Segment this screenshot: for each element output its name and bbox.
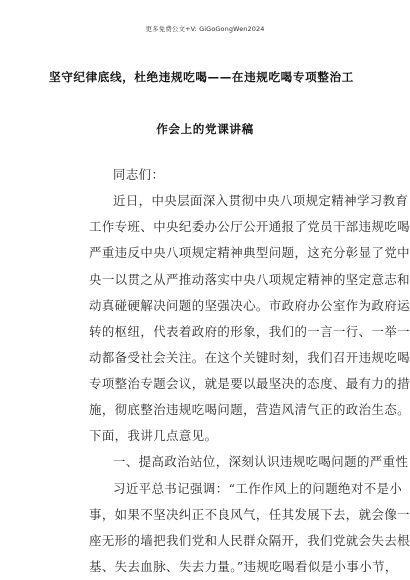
paragraph-line: 动真碰硬解决问题的坚强决心。市政府办公室作为政府运 bbox=[89, 297, 410, 313]
header-note: 更多免费公文+V: GiGoGongWen2024 bbox=[145, 25, 265, 33]
paragraph-line: 近日，中央层面深入贯彻中央八项规定精神学习教育 bbox=[113, 193, 409, 209]
paragraph-line: 座无形的墙把我们党和人民群众隔开，我们党就会失去根 bbox=[89, 532, 410, 548]
paragraph-line: 央一以贯之从严推动落实中央八项规定精神的坚定意志和 bbox=[89, 271, 410, 287]
section-heading: 一、提高政治站位，深刻认识违规吃喝问题的严重性 bbox=[113, 454, 409, 470]
paragraph-line: 事，如果不坚决纠正不良风气，任其发展下去，就会像一 bbox=[89, 506, 410, 522]
paragraph-line: 习近平总书记强调：“工作作风上的问题绝对不是小 bbox=[113, 480, 403, 496]
paragraph-line: 基、失去血脉、失去力量。”违规吃喝看似是小事小节， bbox=[89, 559, 398, 574]
paragraph-line: 动都备受社会关注。在这个关键时刻，我们召开违规吃喝 bbox=[89, 349, 410, 365]
paragraph-line: 转的枢纽，代表着政府的形象，我们的一言一行、一举一 bbox=[89, 323, 410, 339]
paragraph-line: 工作专班、中央纪委办公厅公开通报了党员干部违规吃喝 bbox=[89, 219, 410, 235]
paragraph-line: 专项整治专题会议，就是要以最坚决的态度、最有力的措 bbox=[89, 376, 410, 392]
document-title-line-2: 作会上的党课讲稿 bbox=[156, 122, 254, 136]
paragraph-line: 严重违反中央八项规定精神典型问题，这充分彰显了党中 bbox=[89, 245, 410, 261]
document-title-line-1: 坚守纪律底线，杜绝违规吃喝——在违规吃喝专项整治工 bbox=[49, 70, 354, 84]
paragraph-line: 施，彻底整治违规吃喝问题，营造风清气正的政治生态。 bbox=[89, 402, 410, 418]
salutation: 同志们： bbox=[113, 167, 165, 182]
paragraph-line: 下面，我讲几点意见。 bbox=[89, 428, 218, 444]
